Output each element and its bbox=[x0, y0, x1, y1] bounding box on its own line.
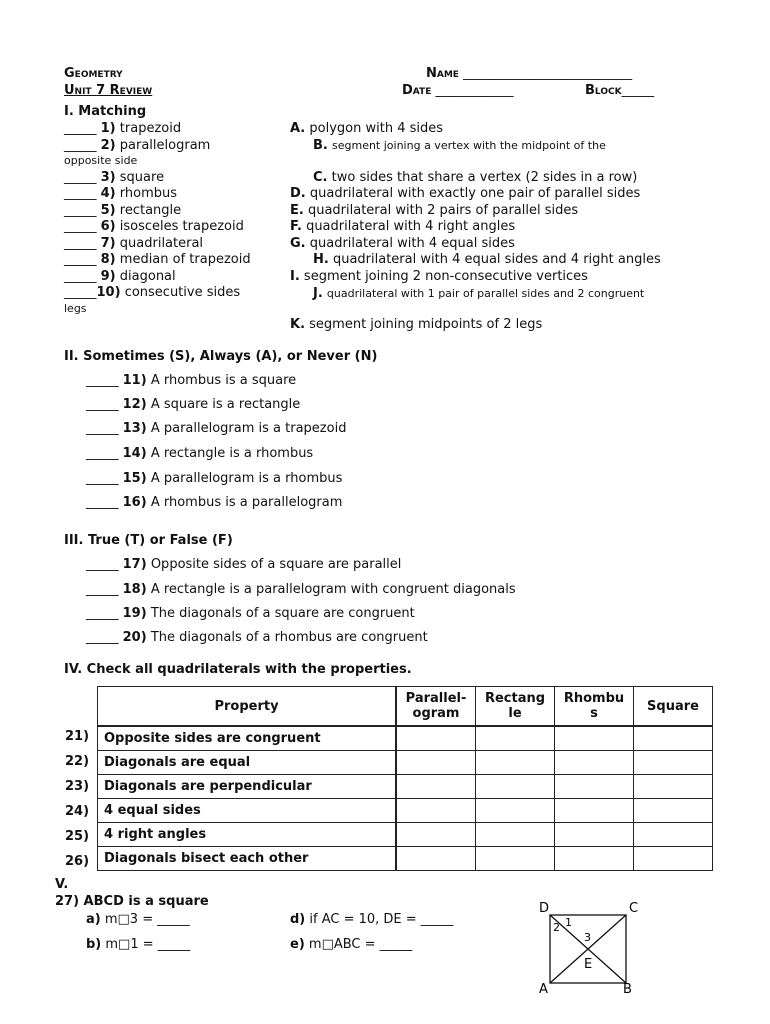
def-text: quadrilateral with 4 equal sides and 4 right angles bbox=[332, 252, 661, 267]
def-f bbox=[290, 219, 515, 234]
check-cell[interactable] bbox=[476, 847, 555, 871]
def-letter: E. bbox=[290, 203, 304, 218]
def-letter: G. bbox=[290, 236, 306, 251]
row-number: 24) bbox=[65, 804, 90, 819]
date-label: Date bbox=[402, 83, 432, 98]
sub-text[interactable]: if AC = 10, DE = _____ bbox=[309, 912, 454, 927]
properties-table bbox=[97, 686, 713, 871]
vertex-b-label: B bbox=[623, 982, 632, 997]
question-text: The diagonals of a rhombus are congruent bbox=[150, 630, 428, 645]
sub-text[interactable]: m□1 = _____ bbox=[105, 937, 191, 952]
section-v-title: V. bbox=[55, 877, 69, 892]
row-number: 25) bbox=[65, 829, 90, 844]
question-text: A square is a rectangle bbox=[150, 397, 301, 412]
property-cell: Diagonals are equal bbox=[98, 751, 397, 775]
def-b-continuation: opposite side bbox=[64, 154, 138, 167]
term-number: 4) bbox=[100, 186, 116, 201]
section-check-title: IV. Check all quadrilaterals with the properties. bbox=[64, 662, 412, 677]
row-number: 26) bbox=[65, 854, 90, 869]
section-true-false-title: III. True (T) or False (F) bbox=[64, 533, 233, 548]
term-text: trapezoid bbox=[119, 121, 182, 136]
column-header-property: Property bbox=[98, 687, 397, 727]
answer-blank[interactable]: _____ bbox=[86, 373, 119, 388]
def-text: two sides that share a vertex (2 sides in a row) bbox=[331, 170, 638, 185]
def-i bbox=[290, 269, 588, 284]
question-number: 12) bbox=[122, 397, 147, 412]
table-header-row bbox=[98, 687, 713, 727]
answer-blank[interactable]: _____ bbox=[86, 495, 119, 510]
term-text: rectangle bbox=[119, 203, 182, 218]
term-number: 2) bbox=[100, 138, 116, 153]
table-row bbox=[98, 775, 713, 799]
check-cell[interactable] bbox=[396, 847, 476, 871]
term-2 bbox=[64, 138, 210, 153]
def-j bbox=[313, 286, 644, 301]
term-5 bbox=[64, 203, 181, 218]
answer-blank[interactable]: _____ bbox=[86, 421, 119, 436]
question-text: Opposite sides of a square are parallel bbox=[150, 557, 402, 572]
def-letter: D. bbox=[290, 186, 306, 201]
def-letter: I. bbox=[290, 269, 300, 284]
sub-text[interactable]: m□ABC = _____ bbox=[308, 937, 413, 952]
answer-blank[interactable]: _____ bbox=[64, 269, 97, 284]
check-cell[interactable] bbox=[634, 847, 713, 871]
def-k bbox=[290, 317, 542, 332]
sub-label: b) bbox=[86, 937, 102, 952]
answer-blank[interactable]: _____ bbox=[64, 121, 97, 136]
sub-question-d bbox=[290, 912, 453, 927]
table-row bbox=[98, 751, 713, 775]
question-13 bbox=[86, 421, 346, 436]
question-number: 19) bbox=[122, 606, 147, 621]
block-line bbox=[585, 83, 654, 98]
check-cell[interactable] bbox=[396, 799, 476, 823]
term-text: parallelogram bbox=[119, 138, 211, 153]
sub-text[interactable]: m□3 = _____ bbox=[104, 912, 190, 927]
row-number: 22) bbox=[65, 754, 90, 769]
def-letter: F. bbox=[290, 219, 302, 234]
term-number: 6) bbox=[100, 219, 116, 234]
def-d bbox=[290, 186, 640, 201]
def-letter: C. bbox=[313, 170, 328, 185]
term-number: 3) bbox=[100, 170, 116, 185]
check-cell[interactable] bbox=[634, 775, 713, 799]
term-number: 8) bbox=[100, 252, 116, 267]
def-text: quadrilateral with 4 right angles bbox=[306, 219, 516, 234]
name-label: Name bbox=[426, 66, 459, 81]
check-cell[interactable] bbox=[555, 751, 634, 775]
question-18 bbox=[86, 582, 516, 597]
term-text: median of trapezoid bbox=[119, 252, 251, 267]
section-matching-title: I. Matching bbox=[64, 104, 147, 119]
angle-2-label: 2 bbox=[553, 921, 560, 934]
def-b bbox=[313, 138, 606, 153]
table-row bbox=[98, 726, 713, 751]
column-header-rectangle: Rectang le bbox=[476, 687, 555, 727]
term-number: 7) bbox=[100, 236, 116, 251]
question-text: A rectangle is a rhombus bbox=[150, 446, 314, 461]
property-cell: Diagonals are perpendicular bbox=[98, 775, 397, 799]
question-number: 20) bbox=[122, 630, 147, 645]
sub-label: a) bbox=[86, 912, 101, 927]
course-title: Geometry bbox=[64, 66, 123, 81]
question-number: 11) bbox=[122, 373, 147, 388]
def-letter: H. bbox=[313, 252, 329, 267]
question-number: 18) bbox=[122, 582, 147, 597]
def-c bbox=[313, 170, 637, 185]
term-8 bbox=[64, 252, 251, 267]
term-10 bbox=[64, 285, 240, 300]
answer-blank[interactable]: _____ bbox=[86, 630, 119, 645]
def-a bbox=[290, 121, 443, 136]
check-cell[interactable] bbox=[634, 726, 713, 751]
def-text: segment joining midpoints of 2 legs bbox=[309, 317, 543, 332]
def-j-continuation: legs bbox=[64, 302, 87, 315]
question-19 bbox=[86, 606, 415, 621]
check-cell[interactable] bbox=[476, 751, 555, 775]
term-number: 1) bbox=[100, 121, 116, 136]
answer-blank[interactable]: _____ bbox=[86, 557, 119, 572]
sub-label: d) bbox=[290, 912, 306, 927]
def-letter: J. bbox=[313, 286, 323, 301]
def-g bbox=[290, 236, 515, 251]
def-text: segment joining 2 non-consecutive vertices bbox=[303, 269, 588, 284]
check-cell[interactable] bbox=[396, 726, 476, 751]
vertex-c-label: C bbox=[629, 901, 639, 916]
question-11 bbox=[86, 373, 296, 388]
answer-blank[interactable]: _____ bbox=[64, 285, 97, 300]
term-7 bbox=[64, 236, 203, 251]
check-cell[interactable] bbox=[555, 847, 634, 871]
def-text: segment joining a vertex with the midpoint of the bbox=[332, 139, 606, 152]
def-text: polygon with 4 sides bbox=[309, 121, 444, 136]
def-letter: B. bbox=[313, 138, 328, 153]
property-cell: 4 right angles bbox=[98, 823, 397, 847]
def-e bbox=[290, 203, 578, 218]
term-9 bbox=[64, 269, 176, 284]
sub-question-e bbox=[290, 937, 412, 952]
def-letter: A. bbox=[290, 121, 306, 136]
term-text: square bbox=[119, 170, 165, 185]
term-text: quadrilateral bbox=[119, 236, 204, 251]
question-text: A rhombus is a parallelogram bbox=[150, 495, 343, 510]
property-cell: Diagonals bisect each other bbox=[98, 847, 397, 871]
question-15 bbox=[86, 471, 342, 486]
term-3 bbox=[64, 170, 164, 185]
block-label: Block bbox=[585, 83, 622, 98]
check-cell[interactable] bbox=[634, 799, 713, 823]
block-field[interactable]: _____ bbox=[621, 83, 655, 98]
answer-blank[interactable]: _____ bbox=[64, 203, 97, 218]
check-cell[interactable] bbox=[476, 823, 555, 847]
sub-question-a bbox=[86, 912, 190, 927]
check-cell[interactable] bbox=[555, 775, 634, 799]
check-cell[interactable] bbox=[555, 726, 634, 751]
check-cell[interactable] bbox=[634, 751, 713, 775]
def-h bbox=[313, 252, 661, 267]
date-field[interactable]: ____________ bbox=[435, 83, 514, 98]
question-12 bbox=[86, 397, 300, 412]
question-14 bbox=[86, 446, 313, 461]
date-line bbox=[402, 83, 514, 98]
answer-blank[interactable]: _____ bbox=[64, 219, 97, 234]
term-1 bbox=[64, 121, 181, 136]
check-cell[interactable] bbox=[396, 751, 476, 775]
term-text: isosceles trapezoid bbox=[119, 219, 244, 234]
check-cell[interactable] bbox=[396, 775, 476, 799]
check-cell[interactable] bbox=[634, 823, 713, 847]
question-text: A parallelogram is a trapezoid bbox=[150, 421, 347, 436]
name-field[interactable]: __________________________ bbox=[463, 66, 633, 81]
question-number: 13) bbox=[122, 421, 147, 436]
question-number: 14) bbox=[122, 446, 147, 461]
question-16 bbox=[86, 495, 342, 510]
question-17 bbox=[86, 557, 401, 572]
question-text: A parallelogram is a rhombus bbox=[150, 471, 343, 486]
vertex-d-label: D bbox=[539, 901, 550, 916]
table-row bbox=[98, 799, 713, 823]
question-text: A rhombus is a square bbox=[150, 373, 297, 388]
def-text: quadrilateral with 2 pairs of parallel sides bbox=[307, 203, 579, 218]
square-abcd-figure bbox=[530, 895, 650, 1000]
property-cell: Opposite sides are congruent bbox=[98, 726, 397, 751]
term-number: 5) bbox=[100, 203, 116, 218]
def-text: quadrilateral with exactly one pair of parallel sides bbox=[309, 186, 641, 201]
term-text: rhombus bbox=[119, 186, 178, 201]
term-text: diagonal bbox=[119, 269, 176, 284]
check-cell[interactable] bbox=[555, 823, 634, 847]
question-text: The diagonals of a square are congruent bbox=[150, 606, 415, 621]
answer-blank[interactable]: _____ bbox=[86, 397, 119, 412]
vertex-a-label: A bbox=[539, 982, 548, 997]
sub-question-b bbox=[86, 937, 190, 952]
angle-1-label: 1 bbox=[565, 916, 572, 929]
question-27: 27) ABCD is a square bbox=[55, 894, 209, 909]
point-e-label: E bbox=[584, 957, 593, 972]
answer-blank[interactable]: _____ bbox=[64, 170, 97, 185]
term-text: consecutive sides bbox=[124, 285, 241, 300]
term-6 bbox=[64, 219, 244, 234]
question-number: 16) bbox=[122, 495, 147, 510]
row-number: 23) bbox=[65, 779, 90, 794]
question-number: 15) bbox=[122, 471, 147, 486]
angle-3-label: 3 bbox=[584, 931, 591, 944]
answer-blank[interactable]: _____ bbox=[64, 236, 97, 251]
answer-blank[interactable]: _____ bbox=[64, 138, 97, 153]
sub-label: e) bbox=[290, 937, 305, 952]
check-cell[interactable] bbox=[396, 823, 476, 847]
def-text: quadrilateral with 4 equal sides bbox=[309, 236, 515, 251]
answer-blank[interactable]: _____ bbox=[86, 471, 119, 486]
term-number: 9) bbox=[100, 269, 116, 284]
check-cell[interactable] bbox=[555, 799, 634, 823]
column-header-parallelogram: Parallel- ogram bbox=[396, 687, 476, 727]
check-cell[interactable] bbox=[476, 726, 555, 751]
def-letter: K. bbox=[290, 317, 306, 332]
answer-blank[interactable]: _____ bbox=[64, 252, 97, 267]
table-row bbox=[98, 823, 713, 847]
term-4 bbox=[64, 186, 177, 201]
def-text: quadrilateral with 1 pair of parallel sides and 2 congruent bbox=[326, 287, 645, 300]
question-20 bbox=[86, 630, 428, 645]
answer-blank[interactable]: _____ bbox=[86, 446, 119, 461]
check-cell[interactable] bbox=[476, 775, 555, 799]
answer-blank[interactable]: _____ bbox=[64, 186, 97, 201]
question-text: A rectangle is a parallelogram with congruent diagonals bbox=[150, 582, 516, 597]
answer-blank[interactable]: _____ bbox=[86, 582, 119, 597]
check-cell[interactable] bbox=[476, 799, 555, 823]
question-number: 17) bbox=[122, 557, 147, 572]
section-sometimes-title: II. Sometimes (S), Always (A), or Never (N) bbox=[64, 349, 378, 364]
column-header-rhombus: Rhombu s bbox=[555, 687, 634, 727]
term-number: 10) bbox=[96, 285, 121, 300]
table-row bbox=[98, 847, 713, 871]
answer-blank[interactable]: _____ bbox=[86, 606, 119, 621]
name-line bbox=[426, 66, 632, 81]
unit-title: Unit 7 Review bbox=[64, 83, 153, 98]
column-header-square: Square bbox=[634, 687, 713, 727]
row-number: 21) bbox=[65, 729, 90, 744]
property-cell: 4 equal sides bbox=[98, 799, 397, 823]
